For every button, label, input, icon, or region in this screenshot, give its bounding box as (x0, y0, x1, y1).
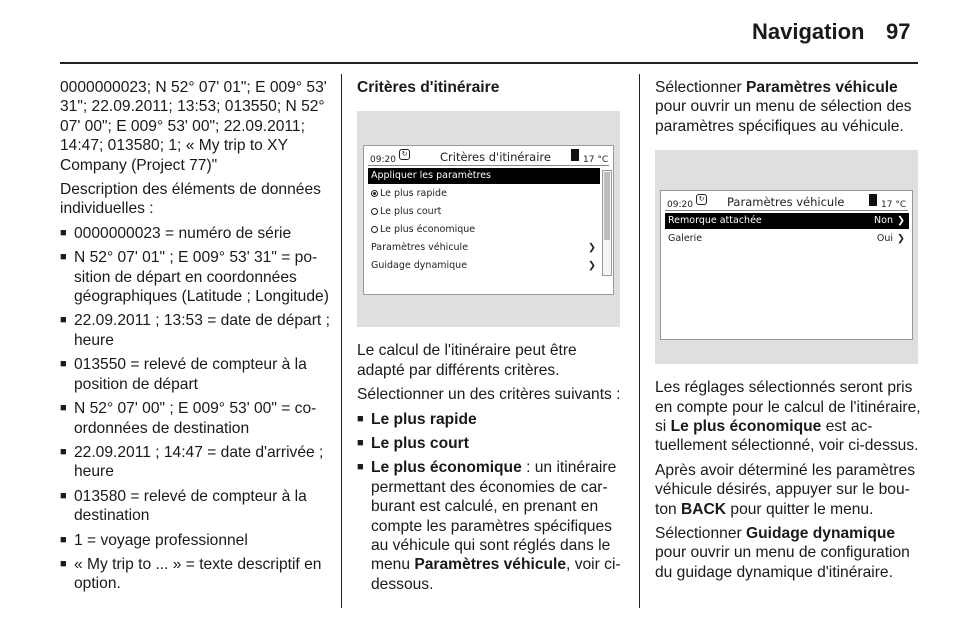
chevron-right-icon: ❯ (588, 260, 596, 272)
list-item: ■ Le plus économique : un itinéraire permettant des économies de carburant est calculé, en prenant en compte les paramètres spécifiques au véhicule qui sont réglés dans le menu Paramètres véhicule, voir ci-dessous. (357, 458, 627, 594)
screenshot-vehicle-parameters (655, 150, 918, 364)
list-item: ■ Le plus rapide (357, 410, 627, 429)
chevron-right-icon: ❯ (897, 233, 905, 245)
list-item: ■ Le plus court (357, 434, 627, 453)
list-item: ■ 013580 = relevé de compteur à la destination (60, 487, 330, 526)
temperature: 17 °C (881, 200, 907, 211)
page-number: 97 (886, 19, 911, 44)
column-left (60, 78, 330, 599)
clock-icon: ↻ (399, 149, 410, 160)
radio-icon (371, 208, 378, 215)
chevron-right-icon: ❯ (897, 215, 905, 227)
column-divider-1 (341, 74, 342, 608)
paragraph: Sélectionner un des critères suivants : (357, 386, 621, 404)
menu-item-dynamic-guidance[interactable]: Guidage dynamique ❯ (368, 258, 600, 274)
section-heading: Critères d'itinéraire (357, 79, 500, 96)
scrollbar[interactable] (602, 170, 612, 276)
list-item: ■ 22.09.2011 ; 14:47 = date d'arrivée ; heure (60, 443, 330, 482)
radio-selected-icon (371, 190, 378, 197)
header-divider (60, 62, 918, 64)
menu-item-apply-settings[interactable]: Appliquer les paramètres (368, 168, 600, 184)
menu-item-vehicle-parameters[interactable]: Paramètres véhicule ❯ (368, 240, 600, 256)
thermometer-icon (571, 149, 579, 161)
paragraph: Les réglages sélectionnés seront pris en compte pour le calcul de l'itinéraire, si Le plus économique est actuellement sélectionné, voir ci-dessus. (655, 379, 921, 455)
list-item: ■ 1 = voyage professionnel (60, 531, 330, 550)
page-header (0, 0, 960, 66)
data-record-example: 0000000023; N 52° 07' 01"; E 009° 53' 31"; 22.09.2011; 13:53; 013550; N 52° 07' 00"; E 009° 53' 00"; 22.09.2011; 14:47; 013580; 1; « My trip to XY Company (Project 77)" (60, 79, 327, 174)
scrollbar-thumb[interactable] (604, 172, 610, 240)
menu-item-trailer[interactable]: Remorque attachée Non ❯ (665, 213, 909, 229)
list-item: ■ 22.09.2011 ; 13:53 = date de départ ; heure (60, 311, 330, 350)
screen-divider (368, 165, 609, 166)
screen-divider (665, 210, 908, 211)
clock-time: 09:20 (370, 155, 396, 166)
data-description-intro: Description des éléments de données individuelles : (60, 181, 321, 218)
temperature: 17 °C (583, 155, 609, 166)
column-divider-2 (639, 74, 640, 608)
clock-time: 09:20 (667, 200, 693, 211)
trailer-value: Non (874, 215, 893, 227)
paragraph: Sélectionner Guidage dynamique pour ouvrir un menu de configuration du guidage dynamique d'itinéraire. (655, 525, 910, 581)
column-middle (357, 78, 627, 599)
paragraph: Sélectionner Paramètres véhicule pour ouvrir un menu de sélection des paramètres spécifiques au véhicule. (655, 79, 912, 135)
chevron-right-icon: ❯ (588, 242, 596, 254)
menu-item-shortest[interactable]: Le plus court (368, 204, 600, 220)
thermometer-icon (869, 194, 877, 206)
menu-item-roof-rack[interactable]: Galerie Oui ❯ (665, 231, 909, 247)
screen-title: Paramètres véhicule (727, 195, 845, 210)
screen-title: Critères d'itinéraire (440, 150, 551, 165)
clock-icon: ↻ (696, 194, 707, 205)
radio-icon (371, 226, 378, 233)
list-item: ■ N 52° 07' 01" ; E 009° 53' 31" = position de départ en coordonnées géographiques (Latitude ; Longitude) (60, 248, 330, 306)
column-right (655, 78, 923, 587)
menu-item-economical[interactable]: Le plus économique (368, 222, 600, 238)
roof-rack-value: Oui (876, 233, 893, 245)
display-screen (660, 190, 913, 340)
paragraph: Après avoir déterminé les paramètres véhicule désirés, appuyer sur le bouton BACK pour quitter le menu. (655, 461, 916, 518)
screenshot-route-criteria (357, 111, 620, 327)
list-item: ■ N 52° 07' 00" ; E 009° 53' 00" = coordonnées de destination (60, 399, 330, 438)
section-title: Navigation (752, 19, 865, 44)
paragraph: Le calcul de l'itinéraire peut être adapté par différents critères. (357, 342, 577, 379)
list-item: ■ 0000000023 = numéro de série (60, 224, 330, 243)
display-screen (363, 145, 614, 295)
list-item: ■ « My trip to ... » = texte descriptif en option. (60, 555, 330, 594)
list-item: ■ 013550 = relevé de compteur à la position de départ (60, 355, 330, 394)
menu-item-fastest[interactable]: Le plus rapide (368, 186, 600, 202)
